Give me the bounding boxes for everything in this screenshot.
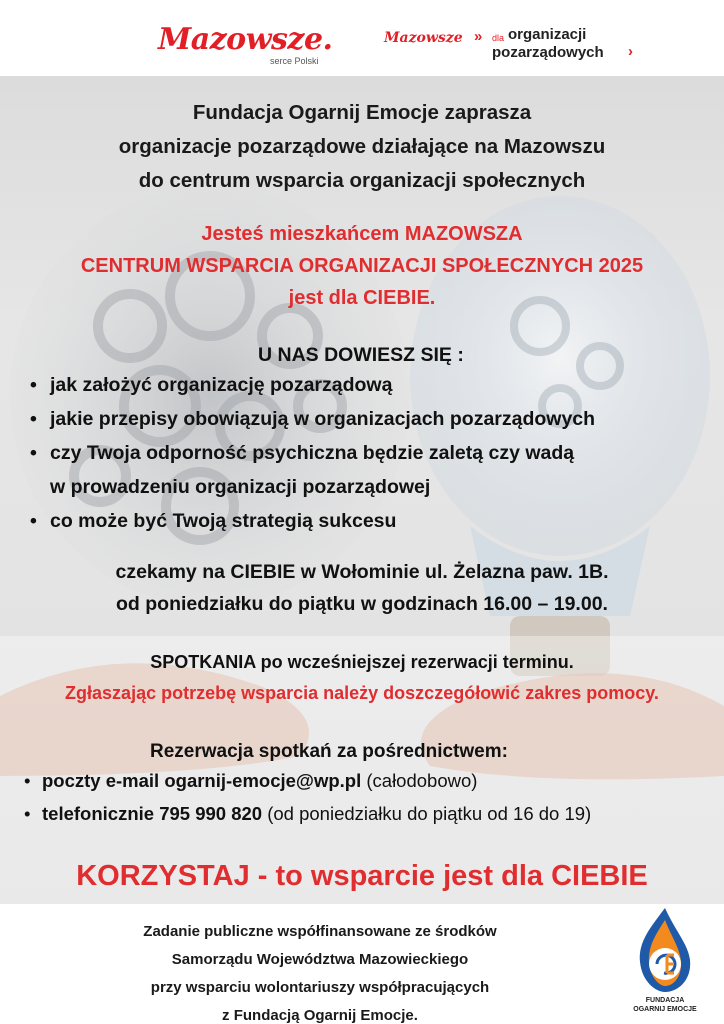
mazowsze-logo-word: Mazowsze. xyxy=(158,22,333,57)
reservation-phone xyxy=(24,797,714,830)
list-item-text: jak założyć organizację pozarządową xyxy=(50,374,393,396)
highlight-line: CENTRUM WSPARCIA ORGANIZACJI SPOŁECZNYCH 2025 xyxy=(80,255,644,277)
foundation-logo xyxy=(630,904,700,1022)
call-to-action: KORZYSTAJ - to wsparcie jest dla CIEBIE xyxy=(76,860,648,892)
learn-heading: U NAS DOWIESZ SIĘ : xyxy=(258,344,464,366)
flame-logo-icon xyxy=(630,904,700,996)
funding-line: przy wsparciu wolontariuszy współpracujących xyxy=(150,979,490,996)
mazowsze-logo xyxy=(158,22,338,72)
reservation-email xyxy=(24,764,714,797)
funding-line: Zadanie publiczne współfinansowane ze środków xyxy=(143,923,497,940)
reservation-list xyxy=(24,764,714,830)
header xyxy=(0,0,724,76)
list-item xyxy=(30,402,720,436)
ngo-logo-word: Mazowsze xyxy=(384,30,463,46)
bullet-icon: • xyxy=(30,442,37,464)
bullet-icon: • xyxy=(30,408,37,430)
intro-line: organizacje pozarządowe działające na Mazowszu xyxy=(118,135,606,158)
email-note: (całodobowo) xyxy=(361,770,478,791)
mazowsze-logo-tagline: serce Polski xyxy=(270,56,319,66)
ngo-logo-chevron: » xyxy=(474,28,483,45)
intro-text xyxy=(0,96,724,198)
ngo-logo-line2: pozarządowych xyxy=(492,44,604,61)
ngo-logo-end-chevron: › xyxy=(628,43,633,60)
funding-note xyxy=(120,918,520,1024)
phone-contact[interactable]: telefonicznie 795 990 820 xyxy=(42,803,263,824)
list-item xyxy=(30,436,720,504)
list-item xyxy=(30,504,720,538)
list-item-continuation: w prowadzeniu organizacji pozarządowej xyxy=(50,476,431,498)
location-hours xyxy=(0,556,724,620)
highlight-text xyxy=(0,218,724,314)
ngo-logo-line1: organizacji xyxy=(508,26,587,43)
hours-line: od poniedziałku do piątku w godzinach 16.00 – 19.00. xyxy=(116,593,608,615)
foundation-logo-caption-line2: OGARNIJ EMOCJE xyxy=(633,1006,697,1013)
phone-note: (od poniedziałku do piątku od 16 do 19) xyxy=(262,803,592,824)
highlight-line: jest dla CIEBIE. xyxy=(288,287,436,309)
foundation-logo-caption-line1: FUNDACJA xyxy=(645,997,685,1004)
list-item-text: czy Twoja odporność psychiczna będzie zaletą czy wadą xyxy=(50,442,575,464)
mazowsze-ngo-logo xyxy=(384,24,684,68)
location-line: czekamy na CIEBIE w Wołominie ul. Żelazna paw. 1B. xyxy=(115,561,609,583)
list-item-text: jakie przepisy obowiązują w organizacjach pozarządowych xyxy=(50,408,596,430)
funding-line: z Fundacją Ogarnij Emocje. xyxy=(222,1007,418,1024)
reservation-heading: Rezerwacja spotkań za pośrednictwem: xyxy=(150,741,508,762)
bullet-icon: • xyxy=(30,510,37,532)
email-contact[interactable]: poczty e-mail ogarnij-emocje@wp.pl xyxy=(42,770,362,791)
foundation-logo-caption xyxy=(630,996,700,1014)
meetings-note: SPOTKANIA po wcześniejszej rezerwacji terminu. xyxy=(150,652,574,672)
list-item-text: co może być Twoją strategią sukcesu xyxy=(50,510,397,532)
bullet-icon: • xyxy=(24,803,31,824)
funding-line: Samorządu Województwa Mazowieckiego xyxy=(171,951,469,968)
footer xyxy=(0,904,724,1024)
highlight-line: Jesteś mieszkańcem MAZOWSZA xyxy=(201,223,523,245)
meetings-warning: Zgłaszając potrzebę wsparcia należy doszczegółowić zakres pomocy. xyxy=(65,683,659,703)
intro-line: do centrum wsparcia organizacji społecznych xyxy=(138,169,586,192)
bullet-icon: • xyxy=(24,770,31,791)
list-item xyxy=(30,368,720,402)
ngo-logo-dla: dla xyxy=(492,33,505,43)
bullet-icon: • xyxy=(30,374,37,396)
intro-line: Fundacja Ogarnij Emocje zaprasza xyxy=(192,101,532,124)
learn-list xyxy=(30,368,720,538)
